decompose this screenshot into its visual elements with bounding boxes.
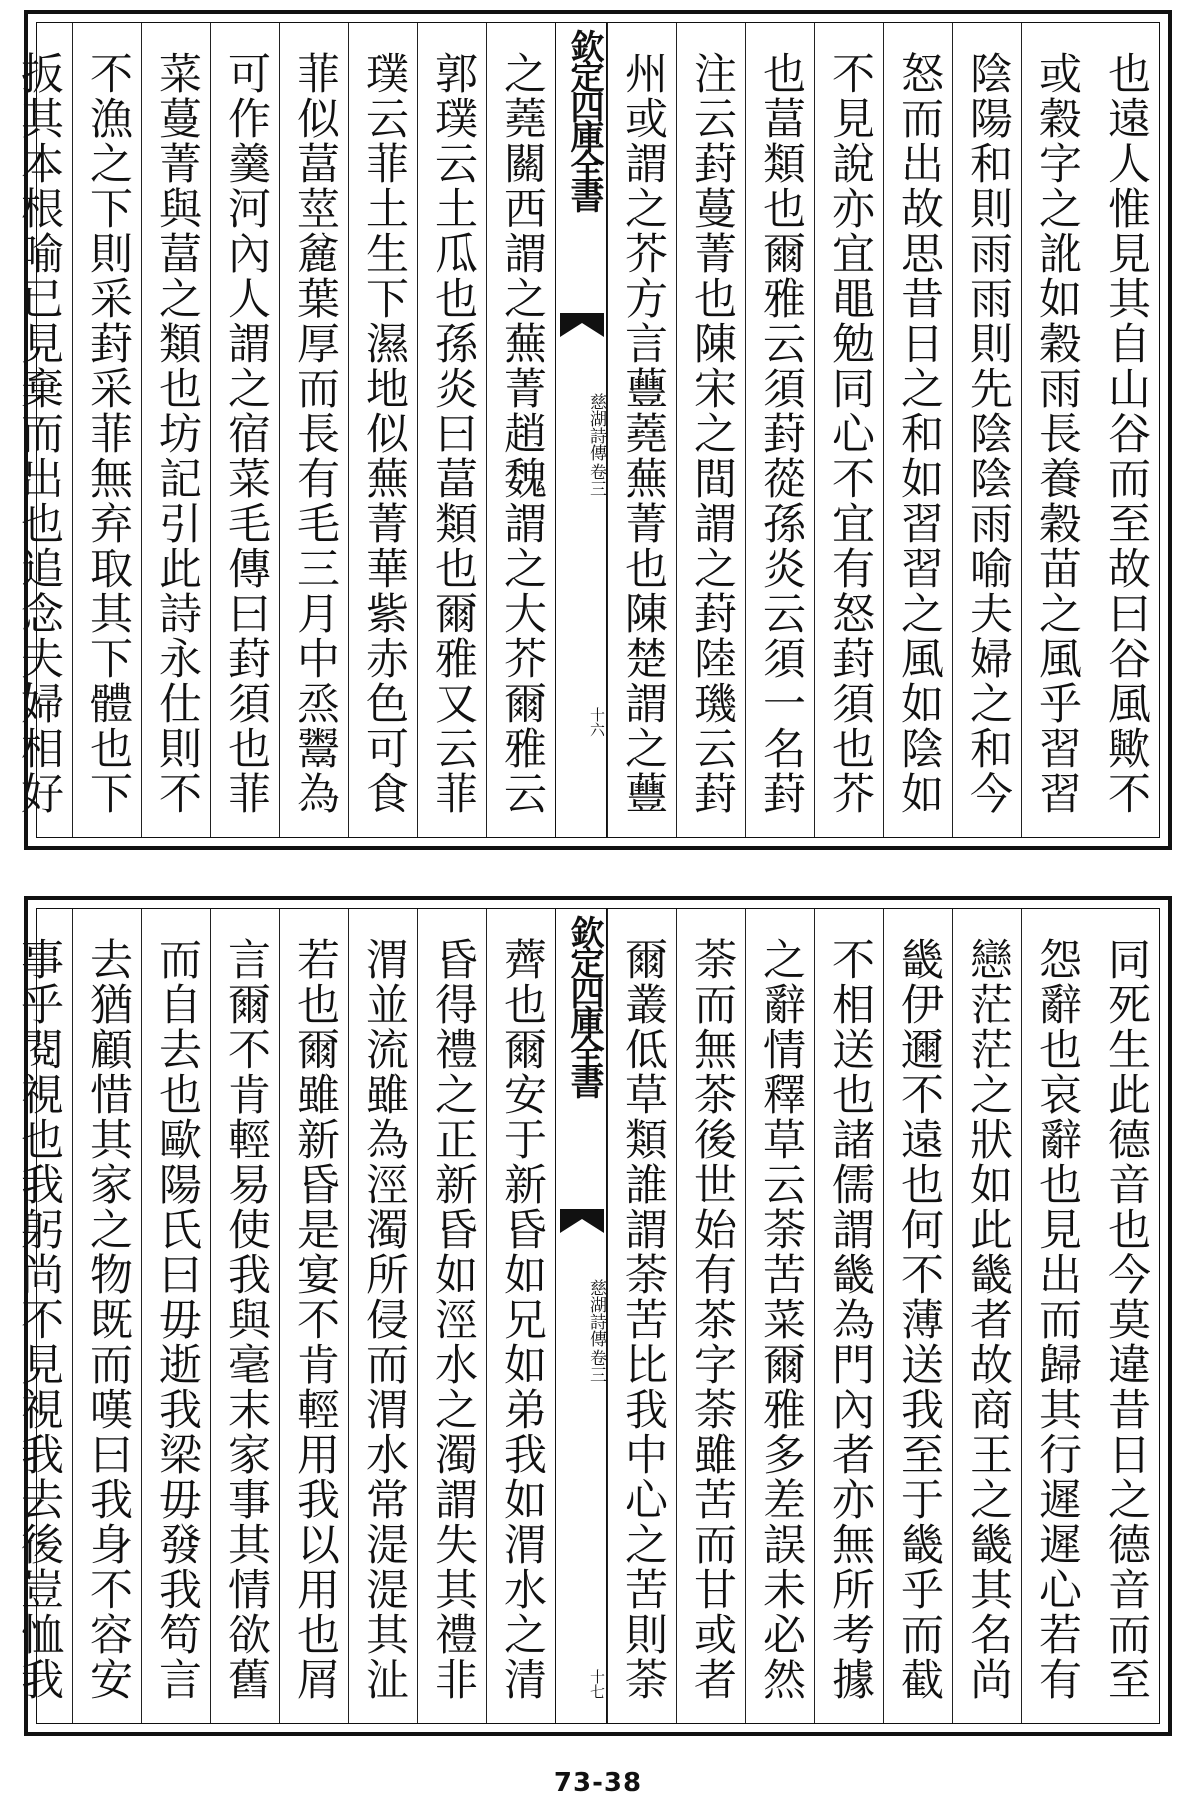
top-page-frame	[14, 22, 1160, 838]
text-column	[676, 909, 745, 1723]
text-column	[607, 909, 676, 1723]
book-title: 慈湖詩傳	[586, 1279, 606, 1347]
text-column	[814, 23, 883, 837]
center-margin-strip	[555, 909, 607, 1723]
text-column	[607, 23, 676, 837]
column-text: 事乎閱視也我躬尚不見視我去後豈恤我	[14, 937, 64, 1702]
book-info	[556, 1279, 606, 1383]
text-column	[1090, 909, 1159, 1723]
header-title: 欽定四庫全書	[564, 915, 604, 1095]
fishtail-mark-icon	[560, 313, 604, 337]
center-margin-strip	[555, 23, 607, 837]
page-number: 十七	[588, 1669, 606, 1699]
text-column	[486, 23, 555, 837]
text-column	[1021, 909, 1090, 1723]
column-text: 扳其本根喻已見棄而出也追念夫婦相好	[14, 51, 64, 816]
column-text: 注云葑蔓菁也陳宋之間謂之葑陸璣云葑	[687, 51, 737, 816]
column-text: 或穀字之訛如穀雨長養穀苗之風乎習習	[1032, 51, 1082, 816]
text-column	[348, 909, 417, 1723]
volume-label: 卷三	[586, 1349, 606, 1383]
column-text: 不見說亦宜黽勉同心不宜有怒葑須也芥	[825, 51, 875, 816]
text-column	[72, 23, 141, 837]
text-column	[883, 909, 952, 1723]
text-column	[745, 23, 814, 837]
text-column	[952, 909, 1021, 1723]
column-text: 璞云菲土生下濕地似蕪菁華紫赤色可食	[359, 51, 409, 816]
column-text: 也葍類也爾雅云須葑蓯孫炎云須一名葑	[756, 51, 806, 816]
column-text: 不漁之下則采葑采菲無弃取其下體也下	[83, 51, 133, 816]
text-column	[279, 909, 348, 1723]
text-column	[952, 23, 1021, 837]
column-text: 昏得禮之正新昏如涇水之濁謂失其禮非	[428, 937, 478, 1702]
text-column	[417, 23, 486, 837]
text-column	[417, 909, 486, 1723]
book-title: 慈湖詩傳	[586, 393, 606, 461]
page-number: 十六	[588, 707, 606, 737]
column-text: 州或謂之芥方言蘴蕘蕪菁也陳楚謂之蘴	[618, 51, 668, 816]
bottom-page-frame	[14, 908, 1160, 1724]
text-column	[3, 909, 72, 1723]
column-text: 怒而出故思昔日之和如習習之風如陰如	[894, 51, 944, 816]
column-text: 爾叢低草類誰謂荼苦比我中心之苦則荼	[618, 937, 668, 1702]
volume-label: 卷三	[586, 463, 606, 497]
column-text: 怨辭也哀辭也見出而歸其行遲遲心若有	[1032, 937, 1082, 1702]
text-column	[279, 23, 348, 837]
column-text: 同死生此德音也今莫違昔日之德音而至	[1101, 937, 1151, 1702]
column-text: 之辭情釋草云荼苦菜爾雅多差誤未必然	[756, 937, 806, 1702]
column-text: 菲似葍莖麄葉厚而長有毛三月中烝鬻為	[290, 51, 340, 816]
column-text: 若也爾雖新昏是宴不肯輕用我以用也屑	[290, 937, 340, 1702]
book-info	[556, 393, 606, 497]
text-column	[883, 23, 952, 837]
text-column	[3, 23, 72, 837]
text-column	[141, 23, 210, 837]
text-column	[814, 909, 883, 1723]
column-text: 陰陽和則雨雨則先陰陰雨喻夫婦之和今	[963, 51, 1013, 816]
text-column	[745, 909, 814, 1723]
column-text: 也遠人惟見其自山谷而至故曰谷風歟不	[1101, 51, 1151, 816]
bottom-page	[14, 896, 1172, 1736]
header-title: 欽定四庫全書	[564, 29, 604, 209]
column-text: 畿伊邇不遠也何不薄送我至于畿乎而截	[894, 937, 944, 1702]
text-column	[486, 909, 555, 1723]
fishtail-mark-icon	[560, 1209, 604, 1233]
column-text: 而自去也歐陽氏曰毋逝我梁毋發我笱言	[152, 937, 202, 1702]
column-text: 可作羹河內人謂之宿菜毛傳曰葑須也菲	[221, 51, 271, 816]
column-text: 渭並流雖為涇濁所侵而渭水常湜湜其沚	[359, 937, 409, 1702]
column-text: 戀茫茫之狀如此畿者故商王之畿其名尚	[963, 937, 1013, 1702]
text-column	[141, 909, 210, 1723]
top-page	[14, 10, 1172, 850]
column-text: 郭璞云土瓜也孫炎曰葍類也爾雅又云菲	[428, 51, 478, 816]
text-column	[676, 23, 745, 837]
page-reference: 73-38	[553, 1768, 643, 1798]
column-text: 言爾不肯輕易使我與毫末家事其情欲舊	[221, 937, 271, 1702]
text-column	[348, 23, 417, 837]
column-text: 菜蔓菁與葍之類也坊記引此詩永仕則不	[152, 51, 202, 816]
column-text: 不相送也諸儒謂畿為門內者亦無所考據	[825, 937, 875, 1702]
column-text: 去猶顧惜其家之物既而嘆曰我身不容安	[83, 937, 133, 1702]
text-column	[72, 909, 141, 1723]
column-text: 薺也爾安于新昏如兄如弟我如渭水之清	[497, 937, 547, 1702]
text-column	[210, 23, 279, 837]
text-column	[1021, 23, 1090, 837]
text-column	[1090, 23, 1159, 837]
text-column	[210, 909, 279, 1723]
column-text: 荼而無茶後世始有茶字荼雖苦而甘或者	[687, 937, 737, 1702]
column-text: 之蕘關西謂之蕪菁趙魏謂之大芥爾雅云	[497, 51, 547, 816]
